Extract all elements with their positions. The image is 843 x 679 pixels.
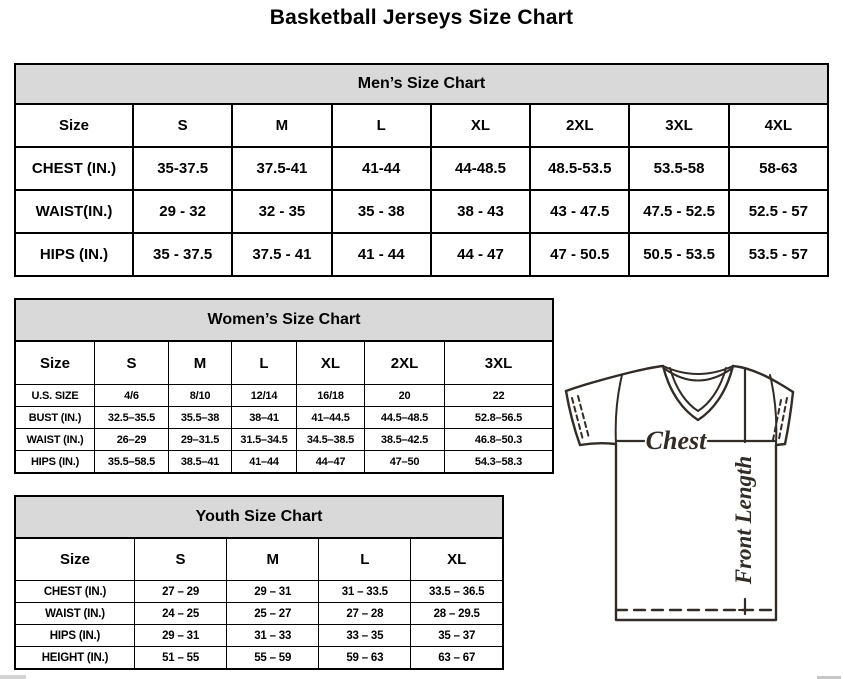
column-header-row	[15, 104, 828, 147]
right-shoulder-line	[733, 366, 793, 392]
size-value-cell: 63 – 67	[411, 647, 503, 670]
size-value-cell: 20	[365, 385, 445, 407]
row-label: WAIST(IN.)	[15, 190, 133, 233]
youth-size-chart-section	[14, 495, 504, 670]
size-value-cell: 52.8–56.5	[445, 407, 554, 429]
size-value-cell: 27 – 29	[135, 581, 227, 603]
table-row	[15, 451, 553, 474]
column-header: M	[169, 341, 232, 385]
womens-chart-title: Women’s Size Chart	[14, 298, 554, 342]
size-value-cell: 44 - 47	[431, 233, 530, 276]
row-label: U.S. SIZE	[15, 385, 95, 407]
size-value-cell: 41-44	[332, 147, 431, 190]
left-armhole-seam	[616, 375, 622, 444]
size-value-cell: 41–44.5	[297, 407, 365, 429]
table-row	[15, 429, 553, 451]
size-value-cell: 47.5 - 52.5	[629, 190, 728, 233]
column-header: L	[332, 104, 431, 147]
size-value-cell: 58-63	[729, 147, 828, 190]
table-row	[15, 603, 503, 625]
size-value-cell: 25 – 27	[227, 603, 319, 625]
column-header: Size	[15, 538, 135, 581]
size-value-cell: 38 - 43	[431, 190, 530, 233]
column-header: S	[133, 104, 232, 147]
size-value-cell: 28 – 29.5	[411, 603, 503, 625]
column-header: L	[232, 341, 297, 385]
womens-size-chart-section	[14, 298, 554, 474]
size-value-cell: 16/18	[297, 385, 365, 407]
collar-rib-line-1	[663, 366, 733, 374]
column-header: Size	[15, 341, 95, 385]
size-value-cell: 50.5 - 53.5	[629, 233, 728, 276]
left-cuff-dashed-line-2	[578, 396, 589, 438]
size-value-cell: 31 – 33.5	[319, 581, 411, 603]
size-value-cell: 55 – 59	[227, 647, 319, 670]
size-value-cell: 37.5-41	[232, 147, 331, 190]
column-header-row	[15, 538, 503, 581]
mens-size-table	[14, 103, 829, 277]
column-header: 4XL	[729, 104, 828, 147]
size-value-cell: 29–31.5	[169, 429, 232, 451]
front-length-label: Front Length	[731, 455, 756, 585]
table-row	[15, 190, 828, 233]
size-value-cell: 38–41	[232, 407, 297, 429]
column-header: S	[95, 341, 169, 385]
table-row	[15, 581, 503, 603]
chest-label: Chest	[645, 426, 707, 455]
left-shoulder-line	[566, 366, 663, 391]
size-value-cell: 31.5–34.5	[232, 429, 297, 451]
row-label: WAIST (IN.)	[15, 429, 95, 451]
size-value-cell: 48.5-53.5	[530, 147, 629, 190]
column-header: 3XL	[445, 341, 554, 385]
size-value-cell: 38.5–42.5	[365, 429, 445, 451]
size-value-cell: 43 - 47.5	[530, 190, 629, 233]
size-value-cell: 35 – 37	[411, 625, 503, 647]
size-value-cell: 22	[445, 385, 554, 407]
size-value-cell: 52.5 - 57	[729, 190, 828, 233]
size-value-cell: 44–47	[297, 451, 365, 474]
size-value-cell: 27 – 28	[319, 603, 411, 625]
size-value-cell: 41 - 44	[332, 233, 431, 276]
size-value-cell: 33.5 – 36.5	[411, 581, 503, 603]
row-label: CHEST (IN.)	[15, 147, 133, 190]
column-header: XL	[431, 104, 530, 147]
row-label: HIPS (IN.)	[15, 451, 95, 474]
size-value-cell: 44-48.5	[431, 147, 530, 190]
table-row	[15, 385, 553, 407]
table-row	[15, 233, 828, 276]
row-label: CHEST (IN.)	[15, 581, 135, 603]
youth-chart-title: Youth Size Chart	[14, 495, 504, 539]
size-value-cell: 35-37.5	[133, 147, 232, 190]
size-value-cell: 59 – 63	[319, 647, 411, 670]
column-header: M	[232, 104, 331, 147]
column-header: XL	[411, 538, 503, 581]
page-title: Basketball Jerseys Size Chart	[269, 6, 574, 29]
table-row	[15, 625, 503, 647]
row-label: HIPS (IN.)	[15, 233, 133, 276]
column-header-row	[15, 341, 553, 385]
size-value-cell: 34.5–38.5	[297, 429, 365, 451]
size-value-cell: 35.5–58.5	[95, 451, 169, 474]
size-value-cell: 29 – 31	[227, 581, 319, 603]
bottom-edge-artifact-left	[0, 675, 26, 679]
right-armhole-seam	[770, 375, 776, 444]
table-row	[15, 407, 553, 429]
jersey-measurement-diagram	[558, 352, 843, 628]
right-underarm-line	[776, 444, 785, 445]
size-value-cell: 44.5–48.5	[365, 407, 445, 429]
column-header: 3XL	[629, 104, 728, 147]
size-value-cell: 4/6	[95, 385, 169, 407]
size-value-cell: 26–29	[95, 429, 169, 451]
column-header: XL	[297, 341, 365, 385]
size-value-cell: 32 - 35	[232, 190, 331, 233]
size-value-cell: 29 - 32	[133, 190, 232, 233]
column-header: M	[227, 538, 319, 581]
row-label: WAIST (IN.)	[15, 603, 135, 625]
size-value-cell: 47–50	[365, 451, 445, 474]
mens-size-chart-section	[14, 63, 829, 277]
size-value-cell: 8/10	[169, 385, 232, 407]
size-value-cell: 54.3–58.3	[445, 451, 554, 474]
size-value-cell: 51 – 55	[135, 647, 227, 670]
left-cuff-dashed-line-1	[572, 398, 583, 440]
size-value-cell: 35.5–38	[169, 407, 232, 429]
column-header: S	[135, 538, 227, 581]
row-label: BUST (IN.)	[15, 407, 95, 429]
left-underarm-line	[580, 443, 616, 445]
size-value-cell: 12/14	[232, 385, 297, 407]
size-value-cell: 47 - 50.5	[530, 233, 629, 276]
size-value-cell: 41–44	[232, 451, 297, 474]
size-value-cell: 35 - 38	[332, 190, 431, 233]
table-row	[15, 647, 503, 670]
size-value-cell: 31 – 33	[227, 625, 319, 647]
column-header: Size	[15, 104, 133, 147]
column-header: 2XL	[365, 341, 445, 385]
size-value-cell: 35 - 37.5	[133, 233, 232, 276]
size-value-cell: 29 – 31	[135, 625, 227, 647]
column-header: 2XL	[530, 104, 629, 147]
size-value-cell: 37.5 - 41	[232, 233, 331, 276]
column-header: L	[319, 538, 411, 581]
row-label: HIPS (IN.)	[15, 625, 135, 647]
size-value-cell: 32.5–35.5	[95, 407, 169, 429]
table-row	[15, 147, 828, 190]
size-value-cell: 38.5–41	[169, 451, 232, 474]
mens-chart-title: Men’s Size Chart	[14, 63, 829, 105]
size-value-cell: 33 – 35	[319, 625, 411, 647]
youth-size-table	[14, 537, 504, 670]
size-value-cell: 53.5 - 57	[729, 233, 828, 276]
row-label: HEIGHT (IN.)	[15, 647, 135, 670]
womens-size-table	[14, 340, 554, 474]
size-value-cell: 24 – 25	[135, 603, 227, 625]
size-value-cell: 53.5-58	[629, 147, 728, 190]
size-value-cell: 46.8–50.3	[445, 429, 554, 451]
